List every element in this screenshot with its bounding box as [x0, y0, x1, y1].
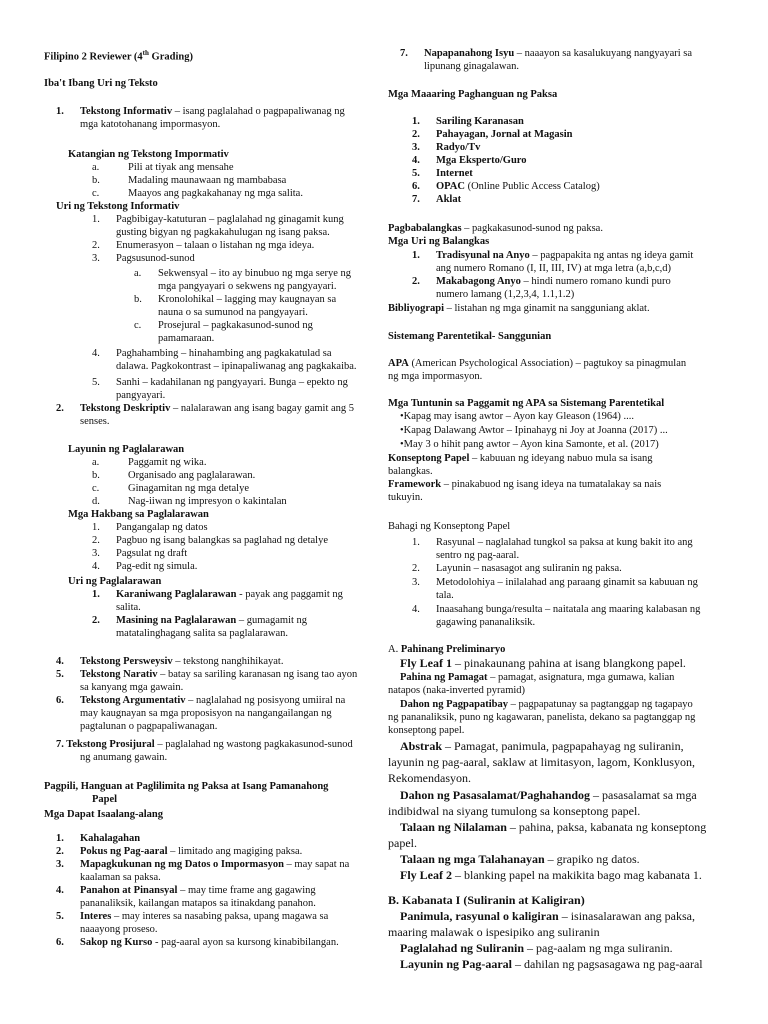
list-item: Kronolohikal – lagging may kaugnayan sa	[158, 294, 337, 305]
list-number: 2.	[56, 403, 64, 414]
subheading: Layunin ng Paglalarawan	[68, 444, 185, 455]
list-number: 2.	[56, 846, 64, 857]
list-item: Tradisyunal na Anyo – pagpapakita ng antas ng ideya gamit	[436, 250, 694, 261]
list-number: 3.	[412, 577, 420, 588]
list-number: 6.	[56, 937, 64, 948]
list-item: Pili at tiyak ang mensahe	[128, 162, 234, 173]
definition: Paglalahad ng Suliranin – pag-aalam ng mga suliranin.	[400, 941, 673, 955]
list-item-cont: pangyayari.	[116, 390, 166, 401]
list-item: Tekstong Deskriptiv – nalalarawan ang isang bagay gamit ang 5	[80, 403, 355, 414]
list-number: 2.	[412, 276, 420, 287]
definition-cont: ng pananaliksik, puno ng kagawaran, panelista, dekano sa pagtanggap ng	[388, 712, 696, 723]
document-title: Filipino 2 Reviewer (4th Grading)	[44, 49, 193, 63]
subheading: A. Pahinang Preliminaryo	[388, 644, 506, 655]
list-marker: 3.	[92, 548, 100, 559]
list-item: Rasyunal – naglalahad tungkol sa paksa at kung bakit ito ang	[436, 537, 693, 548]
list-marker: 1.	[92, 522, 100, 533]
list-item: 7. Tekstong Prosijural – paglalahad ng wastong pagkakasunod-sunod	[56, 739, 353, 750]
list-item: Layunin – nasasagot ang suliranin ng paksa.	[436, 563, 622, 574]
list-item-cont: ng anumang gawain.	[80, 752, 168, 763]
list-number: 7.	[412, 194, 420, 205]
definition: Fly Leaf 2 – blanking papel na makikita bago mag kabanata 1.	[400, 868, 702, 882]
list-item: Pag-edit ng simula.	[116, 561, 198, 572]
list-item: Tekstong Argumentativ – naglalahad ng posisyong umiiral na	[80, 695, 346, 706]
definition: Framework – pinakabuod ng isang ideya na tumatalakay sa nais	[388, 479, 662, 490]
list-number: 4.	[56, 885, 64, 896]
list-marker: c.	[134, 320, 142, 331]
subheading: B. Kabanata I (Suliranin at Kaligiran)	[388, 893, 585, 907]
list-item: Tekstong Narativ – batay sa sariling karanasan ng isang tao ayon	[80, 669, 358, 680]
list-item-cont: naaayong proseso.	[80, 924, 158, 935]
list-number: 4.	[412, 604, 420, 615]
definition: Talaan ng Nilalaman – pahina, paksa, kabanata ng konseptong	[400, 820, 707, 834]
definition-cont: layunin ng pag-aaral, saklaw at limitasyon, lagom, Konklusyon,	[388, 755, 695, 769]
list-item: Karaniwang Paglalarawan - payak ang paggamit ng	[116, 589, 343, 600]
list-number: 5.	[56, 911, 64, 922]
list-item: Tekstong Persweysiv – tekstong nanghihikayat.	[80, 656, 284, 667]
definition: Bibliyograpi – listahan ng mga ginamit na sangguniang aklat.	[388, 303, 650, 314]
definition-cont: papel.	[388, 836, 417, 850]
list-item-cont: matatalinghagang salita sa paglalarawan.	[116, 628, 289, 639]
list-item: Panahon at Pinansyal – may time frame ang gagawing	[80, 885, 316, 896]
list-marker: b.	[92, 175, 100, 186]
definition: Dahon ng Pagpapatibay – pagpapatunay sa pagtanggap ng tagapayo	[400, 699, 693, 710]
list-item-cont: sa kanyang mga gawain.	[80, 682, 184, 693]
list-number: 5.	[412, 168, 420, 179]
subheading: Uri ng Tekstong Informativ	[56, 201, 180, 212]
definition: Pagbabalangkas – pagkakasunod-sunod ng paksa.	[388, 223, 603, 234]
list-item: Masining na Paglalarawan – gumagamit ng	[116, 615, 308, 626]
definition: APA (American Psychological Association) – pagtukoy sa pinagmulan	[388, 358, 687, 369]
subheading: Mga Uri ng Balangkas	[388, 236, 490, 247]
list-marker: 5.	[92, 377, 100, 388]
list-marker: b.	[134, 294, 142, 305]
definition-cont: indibidwal na siyang tumulong sa konseptong papel.	[388, 804, 641, 818]
list-item: Metodolohiya – inilalahad ang paraang ginamit sa kabuuan ng	[436, 577, 698, 588]
definition: Abstrak – Pamagat, panimula, pagpapahayag ng suliranin,	[400, 739, 684, 753]
list-marker: 2.	[92, 535, 100, 546]
list-number: 1.	[412, 116, 420, 127]
list-marker: 2.	[92, 240, 100, 251]
definition: Konseptong Papel – kabuuan ng ideyang nabuo mula sa isang	[388, 453, 653, 464]
list-item-cont: numero lamang (1,2,3,4, 1.1,1.2)	[436, 289, 575, 300]
list-item-cont: pananaliksik, kailangan matapos sa itinakdang panahon.	[80, 898, 316, 909]
definition-cont: Rekomendasyon.	[388, 771, 471, 785]
list-number: 6.	[56, 695, 64, 706]
list-item: Madaling maunawaan ng mambabasa	[128, 175, 287, 186]
list-item: Pagbuo ng isang balangkas sa paglahad ng detalye	[116, 535, 328, 546]
list-marker: a.	[134, 268, 142, 279]
list-marker: b.	[92, 470, 100, 481]
list-number: 1.	[412, 250, 420, 261]
list-number: 4.	[56, 656, 64, 667]
definition-cont: balangkas.	[388, 466, 433, 477]
subheading: Bahagi ng Konseptong Papel	[388, 521, 511, 532]
list-item: Aklat	[436, 194, 462, 205]
list-item: Inaasahang bunga/resulta – naitatala ang maaring kalabasan ng	[436, 604, 701, 615]
subheading: Sistemang Parentetikal- Sanggunian	[388, 331, 552, 342]
list-item: Interes – may interes sa nasabing paksa, upang magawa sa	[80, 911, 329, 922]
list-item: Napapanahong Isyu – naaayon sa kasalukuyang nangyayari sa	[424, 48, 693, 59]
subheading: Uri ng Paglalarawan	[68, 576, 162, 587]
list-marker: c.	[92, 483, 100, 494]
list-item-cont: lipunang ginagalawan.	[424, 61, 520, 72]
list-item-cont: may kaugnayan sa mga proposisyon na nangangailangan ng	[80, 708, 332, 719]
list-item: Sariling Karanasan	[436, 116, 524, 127]
list-item-cont: mga katotohanang impormasyon.	[80, 119, 221, 130]
list-marker: 2.	[92, 615, 100, 626]
list-marker: 1.	[92, 589, 100, 600]
subheading: Katangian ng Tekstong Impormativ	[68, 149, 229, 160]
subheading: Mga Hakbang sa Paglalarawan	[68, 509, 209, 520]
list-item-cont: salita.	[116, 602, 141, 613]
list-item: Tekstong Informativ – isang paglalahad o pagpapaliwanag ng	[80, 106, 345, 117]
list-item: Internet	[436, 168, 473, 179]
list-marker: a.	[92, 162, 100, 173]
list-item-cont: senses.	[80, 416, 110, 427]
list-item: Pangangalap ng datos	[116, 522, 208, 533]
list-item: Sekwensyal – ito ay binubuo ng mga serye ng	[158, 268, 352, 279]
list-item: Radyo/Tv	[436, 142, 481, 153]
list-item-cont: gagawing pananaliksik.	[436, 617, 536, 628]
list-number: 1.	[56, 106, 64, 117]
list-item: Pagsulat ng draft	[116, 548, 188, 559]
list-item: Makabagong Anyo – hindi numero romano kundi puro	[436, 276, 671, 287]
list-item-cont: naunа o sa sumunod na pangyayari.	[158, 307, 308, 318]
list-number: 4.	[412, 155, 420, 166]
list-marker: 3.	[92, 253, 100, 264]
subheading: Mga Maaaring Paghanguan ng Paksa	[388, 89, 558, 100]
list-item-cont: kaalaman sa paksa.	[80, 872, 161, 883]
list-item: Pagsusunod-sunod	[116, 253, 195, 264]
list-item-cont: tala.	[436, 590, 454, 601]
list-number: 6.	[412, 181, 420, 192]
definition: Layunin ng Pag-aaral – dahilan ng pagsasagawa ng pag-aaral	[400, 957, 703, 971]
list-marker: 4.	[92, 561, 100, 572]
list-marker: 1.	[92, 214, 100, 225]
list-item: Sakop ng Kurso - pag-aaral ayon sa kursong kinabibilangan.	[80, 937, 339, 948]
definition: Panimula, rasyunal o kaligiran – isinasalarawan ang paksa,	[400, 909, 695, 923]
list-item: OPAC (Online Public Access Catalog)	[436, 181, 600, 192]
list-item-cont: mga pangyayari o sekwens ng pangyayari.	[158, 281, 337, 292]
list-number: 2.	[412, 129, 420, 140]
list-item: Prosejural – pagkakasunod-sunod ng	[158, 320, 313, 331]
list-item: Paghahambing – hinahambing ang pagkakatulad sa	[116, 348, 332, 359]
list-item: Nag-iiwan ng impresyon o kakintalan	[128, 496, 287, 507]
list-item: Ginagamitan ng mga detalye	[128, 483, 250, 494]
list-number: 2.	[412, 563, 420, 574]
list-item: Mga Eksperto/Guro	[436, 155, 527, 166]
list-item: Pokus ng Pag-aaral – limitado ang magiging paksa.	[80, 846, 303, 857]
list-number: 7.	[400, 48, 408, 59]
definition-cont: tukuyin.	[388, 492, 423, 503]
list-item-cont: ang numero Romano (I, II, III, IV) at mga letra (a,b,c,d)	[436, 263, 671, 274]
list-item: Pagbibigay-katuturan – paglalahad ng ginagamit kung	[116, 214, 344, 225]
subheading: Mga Dapat Isaalang-alang	[44, 809, 164, 820]
definition: Dahon ng Pasasalamat/Paghahandog – pasasalamat sa mga	[400, 788, 697, 802]
list-item: •Kapag may isang awtor – Ayon kay Gleason (1964) ....	[400, 411, 634, 422]
list-item: Paggamit ng wika.	[128, 457, 207, 468]
list-item: Pahayagan, Jornal at Magasin	[436, 129, 573, 140]
list-item-cont: gusting bigyan ng pagkakahulugan ng isang paksa.	[116, 227, 330, 238]
definition: Fly Leaf 1 – pinakaunang pahina at isang blangkong papel.	[400, 656, 686, 670]
list-item-cont: dalawa. Pagkokontrast – ipinapaliwanag ang pagkakaiba.	[116, 361, 357, 372]
list-number: 3.	[56, 859, 64, 870]
list-item-cont: pamamaraan.	[158, 333, 215, 344]
list-item: Enumerasyon – talaan o listahan ng mga ideya.	[116, 240, 315, 251]
list-item: Maayos ang pagkakahanay ng mga salita.	[128, 188, 303, 199]
list-number: 1.	[56, 833, 64, 844]
list-item-cont: pagtalunan o pagpapaliwanagan.	[80, 721, 218, 732]
list-item: •Kapag Dalawang Awtor – Ipinahayg ni Joy at Joanna (2017) ...	[400, 425, 668, 436]
list-item: •May 3 o hihit pang awtor – Ayon kina Samonte, et al. (2017)	[400, 439, 659, 450]
section-heading: Pagpili, Hanguan at Paglilimita ng Paksa at Isang Pamanahong	[44, 781, 329, 792]
definition-cont: maaring malawak o ispesipiko ang suliranin	[388, 925, 600, 939]
definition-cont: natapos (naka-inverted pyramid)	[388, 685, 526, 696]
section-heading: Iba't Ibang Uri ng Teksto	[44, 78, 158, 89]
definition: Pahina ng Pamagat – pamagat, asignatura, mga gumawa, kalian	[400, 672, 675, 683]
list-number: 3.	[412, 142, 420, 153]
section-heading-cont: Papel	[92, 794, 118, 805]
list-item: Organisado ang paglalarawan.	[128, 470, 256, 481]
definition-cont: konseptong papel.	[388, 725, 465, 736]
list-marker: d.	[92, 496, 100, 507]
list-number: 5.	[56, 669, 64, 680]
list-item: Kahalagahan	[80, 833, 141, 844]
definition-cont: ng mga impormasyon.	[388, 371, 483, 382]
list-marker: a.	[92, 457, 100, 468]
list-marker: c.	[92, 188, 100, 199]
subheading: Mga Tuntunin sa Paggamit ng APA sa Sistemang Parentetikal	[388, 398, 665, 409]
list-item: Mapagkukunan ng mg Datos o Impormasyon – may sapat na	[80, 859, 350, 870]
list-item-cont: sentro ng pag-aaral.	[436, 550, 520, 561]
list-number: 1.	[412, 537, 420, 548]
list-marker: 4.	[92, 348, 100, 359]
definition: Talaan ng mga Talahanayan – grapiko ng datos.	[400, 852, 640, 866]
list-item: Sanhi – kadahilanan ng pangyayari. Bunga – epekto ng	[116, 377, 348, 388]
